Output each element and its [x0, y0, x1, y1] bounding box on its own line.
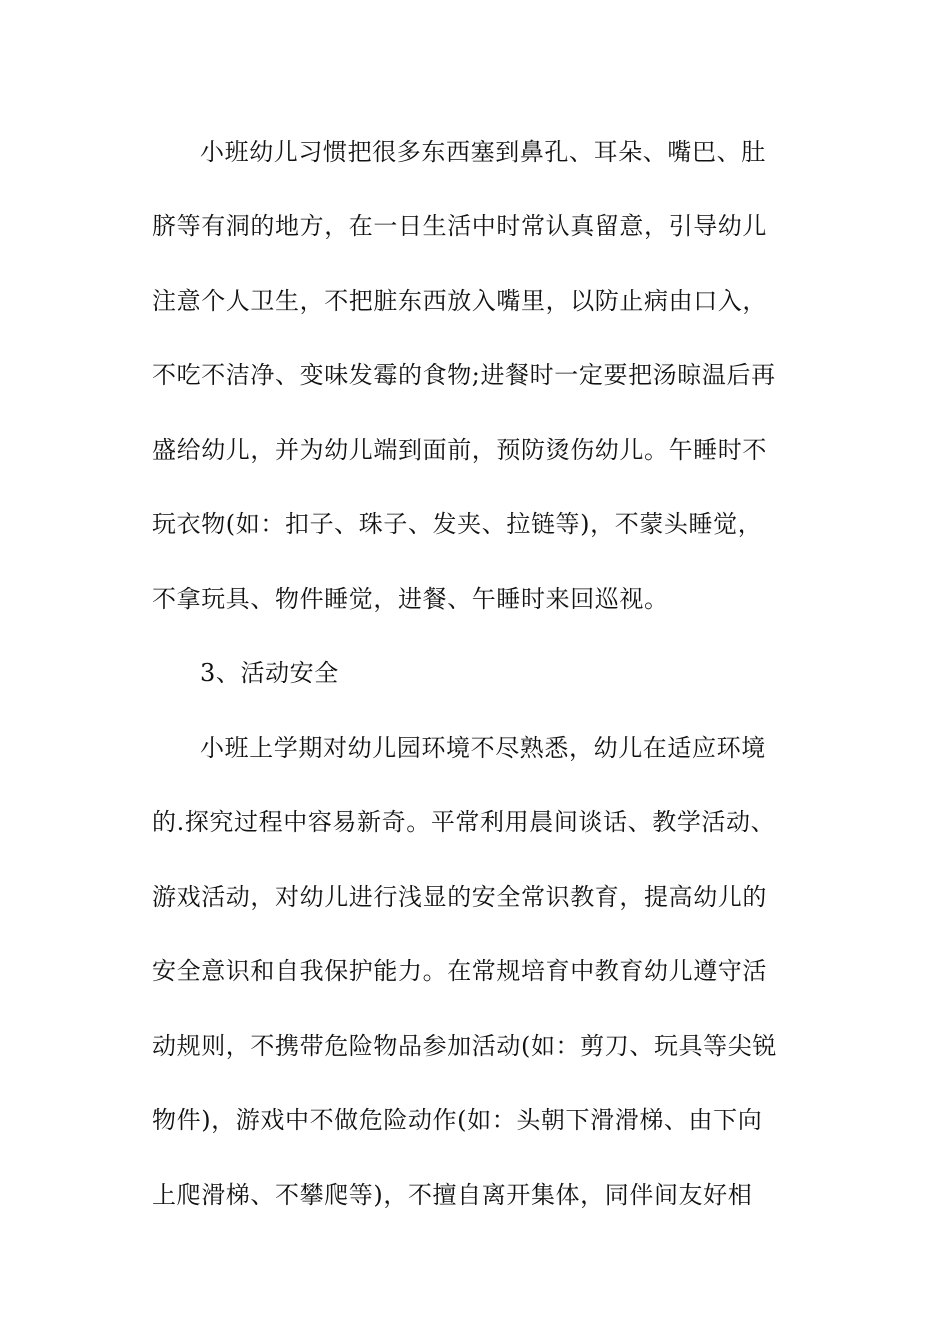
paragraph-line: 上爬滑梯、不攀爬等)，不擅自离开集体，同伴间友好相 [152, 1181, 753, 1209]
paragraph-line: 注意个人卫生，不把脏东西放入嘴里，以防止病由口入， [152, 287, 767, 315]
paragraph-line: 小班上学期对幼儿园环境不尽熟悉，幼儿在适应环境 [200, 734, 766, 762]
paragraph-line: 游戏活动，对幼儿进行浅显的安全常识教育，提高幼儿的 [152, 883, 767, 911]
paragraph-line: 不拿玩具、物件睡觉，进餐、午睡时来回巡视。 [152, 585, 669, 613]
paragraph-line: 脐等有洞的地方，在一日生活中时常认真留意，引导幼儿 [152, 212, 767, 240]
paragraph-line: 玩衣物(如：扣子、珠子、发夹、拉链等)，不蒙头睡觉， [152, 510, 763, 538]
paragraph-line: 小班幼儿习惯把很多东西塞到鼻孔、耳朵、嘴巴、肚 [200, 138, 766, 166]
paragraph-line: 盛给幼儿，并为幼儿端到面前，预防烫伤幼儿。午睡时不 [152, 436, 767, 464]
paragraph-line: 物件)，游戏中不做危险动作(如：头朝下滑滑梯、由下向 [152, 1106, 763, 1134]
paragraph-line: 的.探究过程中容易新奇。平常利用晨间谈话、教学活动、 [152, 808, 776, 836]
paragraph-line: 安全意识和自我保护能力。在常规培育中教育幼儿遵守活 [152, 957, 767, 985]
section-heading: 3、活动安全 [200, 659, 339, 687]
paragraph-line: 动规则，不携带危险物品参加活动(如：剪刀、玩具等尖锐 [152, 1032, 777, 1060]
paragraph-line: 不吃不洁净、变味发霉的食物;进餐时一定要把汤晾温后再 [152, 361, 776, 389]
